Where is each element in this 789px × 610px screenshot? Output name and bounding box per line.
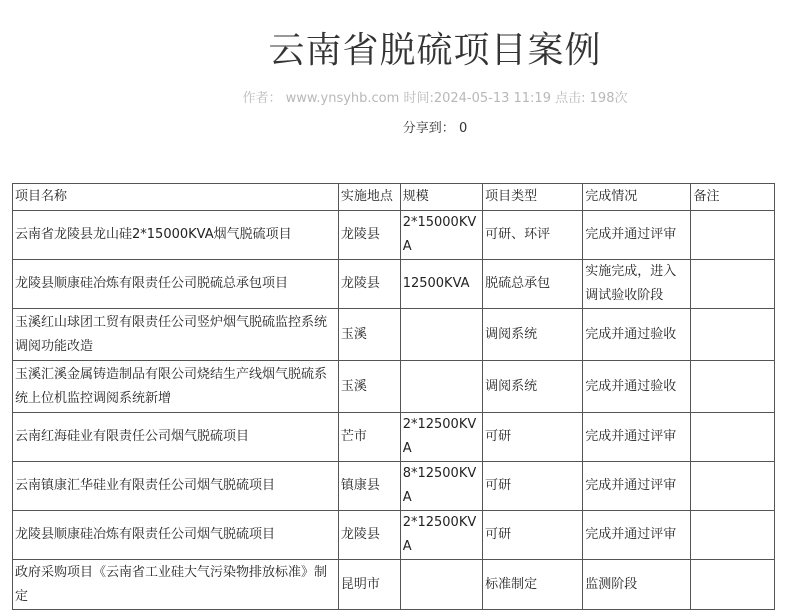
clicks-value: 198次 [589,91,628,106]
table-cell: 云南镇康汇华硅业有限责任公司烟气脱硫项目 [13,462,339,511]
table-cell: 玉溪汇溪金属铸造制品有限公司烧结生产线烟气脱硫系统上位机监控调阅系统新增 [13,361,339,413]
table-cell [691,560,775,610]
table-cell: 脱硫总承包 [483,260,583,309]
table-row [13,309,775,361]
table-cell: 可研 [483,511,583,560]
table-cell: 龙陵县 [338,260,400,309]
table-cell [691,309,775,361]
table-cell: 监测阶段 [583,560,691,610]
header-cell: 规模 [400,184,482,211]
table-cell: 实施完成，进入调试验收阶段 [583,260,691,309]
page-title: 云南省脱硫项目案例 [268,30,602,71]
table-cell: 玉溪 [338,309,400,361]
header-cell: 完成情况 [583,184,691,211]
time-value: 2024-05-13 11:19 [433,91,551,106]
table-cell: 云南省龙陵县龙山硅2*15000KVA烟气脱硫项目 [13,211,339,260]
header-cell: 项目类型 [483,184,583,211]
table-cell: 12500KVA [400,260,482,309]
header-cell: 项目名称 [13,184,339,211]
author-value: www.ynsyhb.com [285,91,400,106]
table-cell [691,260,775,309]
table-header-row [13,184,775,211]
table-cell: 龙陵县顺康硅冶炼有限责任公司烟气脱硫项目 [13,511,339,560]
article-meta [0,90,789,108]
table-cell: 调阅系统 [483,361,583,413]
project-case-table [12,183,775,610]
table-cell: 2*12500KVA [400,413,482,462]
table-row [13,560,775,610]
table-cell: 2*15000KVA [400,211,482,260]
time-label: 时间: [403,91,434,106]
share-bar [0,120,789,138]
table-row [13,462,775,511]
table-cell: 完成并通过验收 [583,361,691,413]
table-cell [691,361,775,413]
table-cell: 镇康县 [338,462,400,511]
table-cell: 龙陵县顺康硅冶炼有限责任公司脱硫总承包项目 [13,260,339,309]
clicks-label: 点击: [555,91,586,106]
table-cell [400,361,482,413]
author-label: 作者： [242,91,282,106]
table-cell: 完成并通过评审 [583,413,691,462]
table-cell: 云南红海硅业有限责任公司烟气脱硫项目 [13,413,339,462]
share-label: 分享到： [402,121,455,136]
table-cell: 2*12500KVA [400,511,482,560]
table-row [13,211,775,260]
table-cell [691,211,775,260]
table-cell: 完成并通过评审 [583,211,691,260]
table-row [13,413,775,462]
table-cell [400,309,482,361]
table-cell: 可研 [483,413,583,462]
table-cell: 完成并通过评审 [583,511,691,560]
table-cell: 完成并通过验收 [583,309,691,361]
table-cell: 可研 [483,462,583,511]
table-cell: 8*12500KVA [400,462,482,511]
table-cell: 调阅系统 [483,309,583,361]
table-row [13,361,775,413]
table-cell: 龙陵县 [338,211,400,260]
table-cell: 政府采购项目《云南省工业硅大气污染物排放标准》制定 [13,560,339,610]
table-cell [691,413,775,462]
table-cell: 玉溪红山球团工贸有限责任公司竖炉烟气脱硫监控系统调阅功能改造 [13,309,339,361]
table-cell: 龙陵县 [338,511,400,560]
table-cell: 玉溪 [338,361,400,413]
table-cell: 可研、环评 [483,211,583,260]
header-cell: 实施地点 [338,184,400,211]
table-cell [691,462,775,511]
table-row [13,511,775,560]
table-cell: 芒市 [338,413,400,462]
share-count[interactable]: 0 [458,121,468,136]
table-row [13,260,775,309]
table-cell: 昆明市 [338,560,400,610]
header-cell: 备注 [691,184,775,211]
table-cell: 标准制定 [483,560,583,610]
table-cell [691,511,775,560]
table-cell [400,560,482,610]
table-cell: 完成并通过评审 [583,462,691,511]
